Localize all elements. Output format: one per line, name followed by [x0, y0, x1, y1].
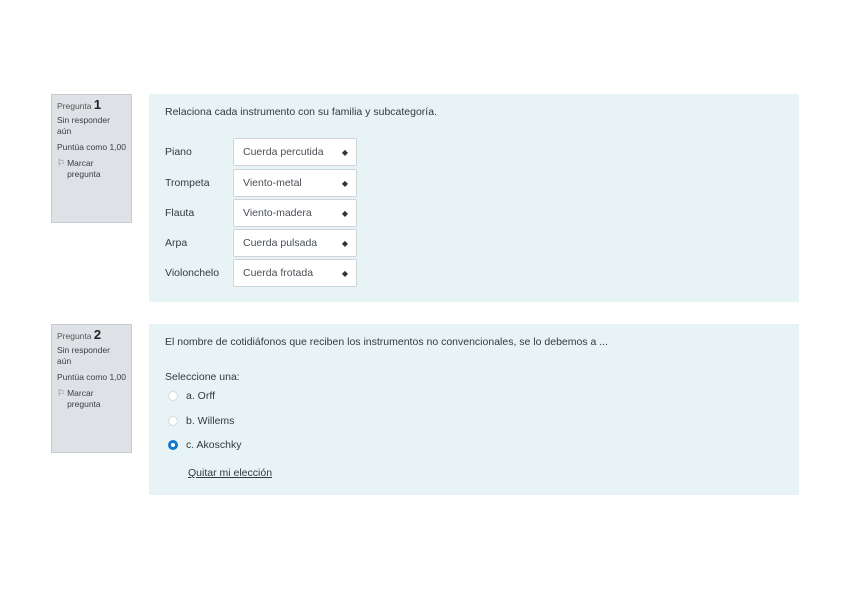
select-caret-icon: ◆: [341, 208, 348, 218]
select-caret-icon: ◆: [341, 238, 348, 248]
match-label: Piano: [165, 146, 192, 158]
clear-choice-link[interactable]: Quitar mi elección: [188, 467, 273, 479]
radio-button[interactable]: [168, 416, 178, 426]
match-select[interactable]: Viento-madera ◆: [233, 199, 357, 227]
flag-icon: ⚐: [57, 388, 66, 398]
select-caret-icon: ◆: [341, 147, 348, 157]
question-1-content: [149, 94, 799, 302]
question-2-content: [149, 324, 799, 495]
radio-button[interactable]: [168, 391, 178, 401]
radio-button-selected[interactable]: [168, 440, 178, 450]
answer-option-c[interactable]: c. Akoschky: [168, 439, 241, 451]
match-select[interactable]: Viento-metal ◆: [233, 169, 357, 197]
match-label: Flauta: [165, 207, 195, 219]
question-number: Pregunta 1: [57, 97, 102, 112]
question-grade: Puntúa como 1,00: [57, 142, 126, 152]
select-caret-icon: ◆: [341, 268, 348, 278]
match-label: Arpa: [165, 237, 188, 249]
select-caret-icon: ◆: [341, 178, 348, 188]
answer-option-b[interactable]: b. Willems: [168, 415, 234, 427]
match-row-violonchelo: [165, 259, 357, 287]
match-row-arpa: [165, 229, 357, 257]
answer-prompt: Seleccione una:: [165, 371, 240, 383]
question-grade: Puntúa como 1,00: [57, 372, 126, 382]
match-select[interactable]: Cuerda frotada ◆: [233, 259, 357, 287]
match-row-flauta: [165, 199, 357, 227]
flag-question-link[interactable]: ⚐ Marcar pregunta: [57, 158, 101, 179]
flag-icon: ⚐: [57, 158, 66, 168]
question-text: El nombre de cotidiáfonos que reciben los instrumentos no convencionales, se lo debemos a ...: [165, 336, 609, 348]
match-select[interactable]: Cuerda pulsada ◆: [233, 229, 357, 257]
match-row-trompeta: [165, 169, 357, 197]
question-state: Sin responder aún: [57, 345, 110, 366]
match-row-piano: [165, 138, 357, 166]
question-1-info: [51, 94, 132, 223]
question-2-info: [51, 324, 132, 453]
question-text: Relaciona cada instrumento con su familia y subcategoría.: [165, 106, 437, 118]
match-select[interactable]: Cuerda percutida ◆: [233, 138, 357, 166]
match-label: Violonchelo: [165, 267, 220, 279]
answer-option-a[interactable]: a. Orff: [168, 390, 215, 402]
question-number: Pregunta 2: [57, 327, 102, 342]
match-label: Trompeta: [165, 177, 210, 189]
question-state: Sin responder aún: [57, 115, 110, 136]
flag-question-link[interactable]: ⚐ Marcar pregunta: [57, 388, 101, 409]
